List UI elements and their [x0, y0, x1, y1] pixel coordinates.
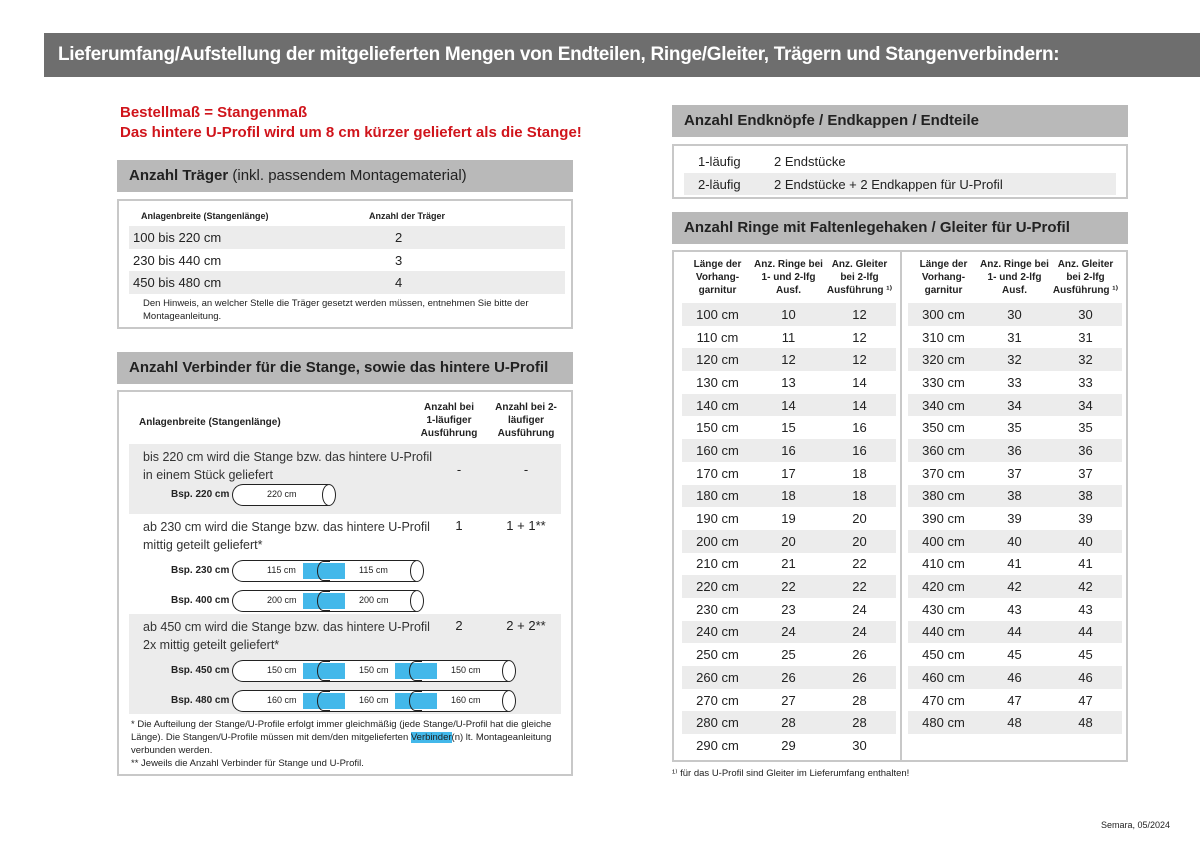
cell-gliders: 24 — [852, 601, 867, 617]
table-row — [908, 643, 1122, 666]
table-row — [682, 439, 896, 462]
connector-icon — [395, 693, 437, 709]
cell-count: 3 — [395, 252, 403, 268]
cell-length: 190 cm — [696, 511, 739, 527]
cell-gliders: 28 — [852, 715, 867, 731]
example-label: Bsp. 480 cm — [171, 695, 230, 706]
col-header: Anz. Gleiter bei 2-lfg Ausführung ¹⁾ — [1052, 259, 1119, 296]
cell-parts: 2 Endstücke — [774, 153, 846, 169]
cell-rings: 44 — [1007, 624, 1022, 640]
cell-rings: 18 — [781, 488, 796, 504]
cell-rings: 34 — [1007, 397, 1022, 413]
group-text: ab 230 cm wird die Stange bzw. das hintere U-Profil mittig geteilt geliefert* — [143, 520, 430, 552]
rod-segment-label: 160 cm — [267, 695, 297, 705]
order-notice — [120, 103, 582, 143]
cell-rings: 22 — [781, 579, 796, 595]
rod-segment-label: 200 cm — [267, 595, 297, 605]
footnote-text: (n) lt. Montageanleitung verbunden werden. — [131, 732, 552, 756]
traeger-note: Den Hinweis, an welcher Stelle die Träger gesetzt werden müssen, entnehmen Sie bitte der Montageanleitung. — [143, 298, 529, 322]
cell-rings: 37 — [1007, 465, 1022, 481]
col-header: Anlagenbreite (Stangenlänge) — [141, 211, 269, 221]
notice-line: Das hintere U-Profil wird um 8 cm kürzer geliefert als die Stange! — [120, 124, 582, 141]
count-2-laeufig: 1 + 1** — [506, 518, 546, 533]
cell-parts: 2 Endstücke + 2 Endkappen für U-Profil — [774, 176, 1003, 192]
count-2-laeufig: 2 + 2** — [506, 618, 546, 633]
cell-rings: 31 — [1007, 329, 1022, 345]
cell-length: 410 cm — [922, 556, 965, 572]
table-row — [682, 643, 896, 666]
connector-icon — [303, 593, 345, 609]
cell-rings: 46 — [1007, 669, 1022, 685]
table-row — [908, 507, 1122, 530]
cell-gliders: 22 — [852, 579, 867, 595]
cell-gliders: 20 — [852, 511, 867, 527]
cell-length: 470 cm — [922, 692, 965, 708]
rod-diagram — [232, 690, 508, 712]
cell-length: 310 cm — [922, 329, 965, 345]
cell-gliders: 12 — [852, 329, 867, 345]
cell-length: 450 cm — [922, 647, 965, 663]
cell-gliders: 45 — [1078, 647, 1093, 663]
cell-gliders: 26 — [852, 669, 867, 685]
cell-count: 4 — [395, 275, 403, 291]
cell-gliders: 12 — [852, 306, 867, 322]
table-row — [684, 150, 1116, 173]
table-row — [684, 173, 1116, 196]
cell-rings: 19 — [781, 511, 796, 527]
cell-width: 100 bis 220 cm — [133, 229, 222, 245]
count-1-laeufig: 2 — [455, 618, 463, 633]
cell-type: 1-läufig — [698, 153, 741, 169]
cell-gliders: 30 — [852, 737, 867, 753]
cell-gliders: 16 — [852, 420, 867, 436]
cell-gliders: 41 — [1078, 556, 1093, 572]
cell-width: 450 bis 480 cm — [133, 275, 222, 291]
cell-gliders: 44 — [1078, 624, 1093, 640]
rod-segment-label: 115 cm — [267, 565, 296, 575]
cell-rings: 40 — [1007, 533, 1022, 549]
cell-gliders: 30 — [1078, 306, 1093, 322]
cell-length: 340 cm — [922, 397, 965, 413]
group-text: ab 450 cm wird die Stange bzw. das hintere U-Profil 2x mittig geteilt geliefert* — [143, 620, 430, 652]
table-row — [682, 485, 896, 508]
cell-rings: 42 — [1007, 579, 1022, 595]
table-row — [908, 462, 1122, 485]
table-row — [682, 689, 896, 712]
cell-rings: 13 — [781, 374, 796, 390]
traeger-rows — [129, 226, 565, 294]
col-header: Länge der Vorhang-garnitur — [693, 259, 742, 296]
group-text: bis 220 cm wird die Stange bzw. das hintere U-Profil in einem Stück geliefert — [143, 450, 433, 482]
cell-gliders: 37 — [1078, 465, 1093, 481]
table-row — [682, 371, 896, 394]
count-1-laeufig: 1 — [455, 518, 463, 533]
table-row — [682, 303, 896, 326]
rod-end-icon — [410, 590, 424, 612]
cell-rings: 38 — [1007, 488, 1022, 504]
table-row — [682, 666, 896, 689]
rod-end-icon — [502, 660, 516, 682]
col-header: Anz. Ringe bei 1- und 2-lfg Ausf. — [754, 259, 823, 296]
cell-rings: 28 — [781, 715, 796, 731]
cell-rings: 17 — [781, 465, 796, 481]
rod-segment-label: 160 cm — [359, 695, 389, 705]
col-header: Anlagenbreite (Stangenlänge) — [139, 417, 281, 428]
rod-diagram — [232, 590, 416, 612]
cell-length: 390 cm — [922, 511, 965, 527]
cell-rings: 43 — [1007, 601, 1022, 617]
cell-gliders: 28 — [852, 692, 867, 708]
rod-segment-label: 200 cm — [359, 595, 389, 605]
count-2-laeufig: - — [523, 462, 529, 477]
table-row — [908, 303, 1122, 326]
table-row — [908, 439, 1122, 462]
cell-length: 180 cm — [696, 488, 739, 504]
cell-rings: 45 — [1007, 647, 1022, 663]
cell-rings: 27 — [781, 692, 796, 708]
table-row — [908, 416, 1122, 439]
cell-gliders: 42 — [1078, 579, 1093, 595]
connector-group — [129, 614, 561, 714]
cell-rings: 10 — [781, 306, 796, 322]
cell-length: 290 cm — [696, 737, 739, 753]
cell-gliders: 24 — [852, 624, 867, 640]
connector-group — [129, 444, 561, 514]
endteile-table — [672, 144, 1128, 199]
cell-gliders: 26 — [852, 647, 867, 663]
cell-length: 270 cm — [696, 692, 739, 708]
cell-length: 380 cm — [922, 488, 965, 504]
rod-segment-label: 150 cm — [267, 665, 297, 675]
cell-length: 350 cm — [922, 420, 965, 436]
cell-gliders: 39 — [1078, 511, 1093, 527]
cell-rings: 29 — [781, 737, 796, 753]
table-row — [908, 371, 1122, 394]
cell-length: 210 cm — [696, 556, 739, 572]
table-row — [682, 598, 896, 621]
cell-rings: 35 — [1007, 420, 1022, 436]
cell-length: 420 cm — [922, 579, 965, 595]
rod-segment-label: 150 cm — [451, 665, 481, 675]
cell-gliders: 14 — [852, 374, 867, 390]
table-row — [682, 734, 896, 757]
table-row — [908, 621, 1122, 644]
connector-icon — [395, 663, 437, 679]
table-row — [682, 621, 896, 644]
cell-length: 400 cm — [922, 533, 965, 549]
table-row — [682, 416, 896, 439]
cell-length: 430 cm — [922, 601, 965, 617]
table-row — [129, 226, 565, 249]
cell-length: 220 cm — [696, 579, 739, 595]
col-header: Anzahl bei 1-läufiger Ausführung — [420, 402, 478, 439]
footnote-highlight: Verbinder — [410, 732, 452, 743]
cell-gliders: 22 — [852, 556, 867, 572]
cell-length: 150 cm — [696, 420, 739, 436]
table-row — [908, 394, 1122, 417]
cell-rings: 32 — [1007, 352, 1022, 368]
cell-length: 300 cm — [922, 306, 965, 322]
col-header: Länge der Vorhang-garnitur — [919, 259, 968, 296]
footnote-text: * Die Aufteilung der Stange/U-Profile erfolgt immer gleichmäßig (jede Stange/U-Profil hat die gleiche Länge). Die Stangen/U-Profile müssen mit dem/den mitgelieferten — [131, 719, 552, 743]
cell-rings: 23 — [781, 601, 796, 617]
cell-rings: 48 — [1007, 715, 1022, 731]
cell-gliders: 34 — [1078, 397, 1093, 413]
rod-diagram — [232, 660, 508, 682]
cell-length: 250 cm — [696, 647, 739, 663]
table-row — [129, 271, 565, 294]
example-label: Bsp. 450 cm — [171, 665, 230, 676]
cell-type: 2-läufig — [698, 176, 741, 192]
cell-length: 130 cm — [696, 374, 739, 390]
table-row — [908, 689, 1122, 712]
rod-segment-label: 150 cm — [359, 665, 389, 675]
rod-segment-label: 115 cm — [359, 565, 388, 575]
rod-diagram — [232, 484, 328, 506]
cell-length: 170 cm — [696, 465, 739, 481]
ringe-left-column — [682, 258, 896, 757]
cell-rings: 20 — [781, 533, 796, 549]
cell-rings: 15 — [781, 420, 796, 436]
table-row — [682, 462, 896, 485]
table-row — [682, 394, 896, 417]
count-1-laeufig: - — [456, 462, 462, 477]
table-row — [908, 575, 1122, 598]
table-row — [682, 711, 896, 734]
cell-length: 160 cm — [696, 442, 739, 458]
cell-length: 200 cm — [696, 533, 739, 549]
table-row — [682, 575, 896, 598]
cell-gliders: 40 — [1078, 533, 1093, 549]
cell-rings: 47 — [1007, 692, 1022, 708]
cell-rings: 41 — [1007, 556, 1022, 572]
cell-length: 240 cm — [696, 624, 739, 640]
cell-length: 370 cm — [922, 465, 965, 481]
cell-length: 440 cm — [922, 624, 965, 640]
rod-segment-label: 160 cm — [451, 695, 481, 705]
footer-credit: Semara, 05/2024 — [1100, 820, 1170, 830]
cell-length: 460 cm — [922, 669, 965, 685]
ringe-heading: Anzahl Ringe mit Faltenlegehaken / Gleiter für U-Profil — [672, 212, 1128, 244]
cell-gliders: 31 — [1078, 329, 1093, 345]
page-title: Lieferumfang/Aufstellung der mitgelieferten Mengen von Endteilen, Ringe/Gleiter, Trägern und Stangenverbindern: — [44, 33, 1200, 77]
rod-end-icon — [322, 484, 336, 506]
col-header: Anzahl der Träger — [369, 211, 446, 221]
verbinder-footnote — [131, 718, 561, 770]
table-row — [908, 348, 1122, 371]
cell-rings: 30 — [1007, 306, 1022, 322]
ringe-footnote: ¹⁾ für das U-Profil sind Gleiter im Lieferumfang enthalten! — [672, 768, 910, 779]
cell-rings: 16 — [781, 442, 796, 458]
heading-bold: Anzahl Träger — [129, 167, 229, 184]
cell-rings: 39 — [1007, 511, 1022, 527]
cell-gliders: 43 — [1078, 601, 1093, 617]
traeger-heading — [117, 160, 573, 192]
cell-rings: 25 — [781, 647, 796, 663]
cell-rings: 21 — [781, 556, 796, 572]
cell-length: 120 cm — [696, 352, 739, 368]
cell-length: 320 cm — [922, 352, 965, 368]
cell-gliders: 14 — [852, 397, 867, 413]
cell-rings: 14 — [781, 397, 796, 413]
col-header: Anzahl bei 2-läufiger Ausführung — [495, 402, 557, 439]
cell-gliders: 36 — [1078, 442, 1093, 458]
connector-icon — [303, 663, 345, 679]
cell-count: 2 — [395, 229, 403, 245]
cell-gliders: 16 — [852, 442, 867, 458]
table-row — [682, 553, 896, 576]
rod-end-icon — [502, 690, 516, 712]
connector-icon — [303, 693, 345, 709]
col-header: Anz. Gleiter bei 2-lfg Ausführung ¹⁾ — [826, 259, 893, 296]
ringe-header-row — [908, 258, 1122, 303]
cell-gliders: 46 — [1078, 669, 1093, 685]
cell-length: 360 cm — [922, 442, 965, 458]
verbinder-table — [117, 390, 573, 776]
cell-gliders: 18 — [852, 465, 867, 481]
table-row — [908, 598, 1122, 621]
cell-gliders: 18 — [852, 488, 867, 504]
example-label: Bsp. 400 cm — [171, 595, 230, 606]
cell-length: 260 cm — [696, 669, 739, 685]
heading-normal: (inkl. passendem Montagematerial) — [228, 167, 467, 184]
table-row — [908, 666, 1122, 689]
table-row — [908, 326, 1122, 349]
cell-length: 110 cm — [696, 329, 739, 345]
table-divider — [900, 252, 902, 760]
cell-rings: 26 — [781, 669, 796, 685]
endteile-heading: Anzahl Endknöpfe / Endkappen / Endteile — [672, 105, 1128, 137]
example-label: Bsp. 220 cm — [171, 489, 230, 500]
table-row — [908, 530, 1122, 553]
cell-rings: 24 — [781, 624, 796, 640]
table-row — [129, 249, 565, 272]
verbinder-heading: Anzahl Verbinder für die Stange, sowie das hintere U-Profil — [117, 352, 573, 384]
table-row — [908, 485, 1122, 508]
cell-gliders: 32 — [1078, 352, 1093, 368]
table-row — [682, 326, 896, 349]
cell-rings: 12 — [781, 352, 796, 368]
traeger-table — [117, 199, 573, 329]
cell-gliders: 48 — [1078, 715, 1093, 731]
notice-line: Bestellmaß = Stangenmaß — [120, 104, 308, 121]
rod-segment-label: 220 cm — [267, 489, 297, 499]
cell-length: 280 cm — [696, 715, 739, 731]
cell-length: 140 cm — [696, 397, 739, 413]
cell-length: 230 cm — [696, 601, 739, 617]
table-row — [682, 507, 896, 530]
connector-icon — [303, 563, 345, 579]
cell-length: 100 cm — [696, 306, 739, 322]
table-row — [908, 553, 1122, 576]
cell-gliders: 33 — [1078, 374, 1093, 390]
cell-length: 330 cm — [922, 374, 965, 390]
cell-width: 230 bis 440 cm — [133, 252, 222, 268]
example-label: Bsp. 230 cm — [171, 565, 230, 576]
table-row — [682, 348, 896, 371]
ringe-header-row — [682, 258, 896, 303]
cell-rings: 36 — [1007, 442, 1022, 458]
cell-gliders: 20 — [852, 533, 867, 549]
cell-length: 480 cm — [922, 715, 965, 731]
connector-group — [129, 514, 561, 614]
cell-gliders: 35 — [1078, 420, 1093, 436]
cell-gliders: 47 — [1078, 692, 1093, 708]
cell-gliders: 38 — [1078, 488, 1093, 504]
cell-rings: 11 — [781, 329, 796, 345]
ringe-table — [672, 250, 1128, 762]
cell-gliders: 12 — [852, 352, 867, 368]
rod-end-icon — [410, 560, 424, 582]
col-header: Anz. Ringe bei 1- und 2-lfg Ausf. — [980, 259, 1049, 296]
rod-diagram — [232, 560, 416, 582]
footnote-text: ** Jeweils die Anzahl Verbinder für Stange und U-Profil. — [131, 758, 364, 769]
table-row — [908, 711, 1122, 734]
table-row — [682, 530, 896, 553]
ringe-right-column — [908, 258, 1122, 734]
cell-rings: 33 — [1007, 374, 1022, 390]
